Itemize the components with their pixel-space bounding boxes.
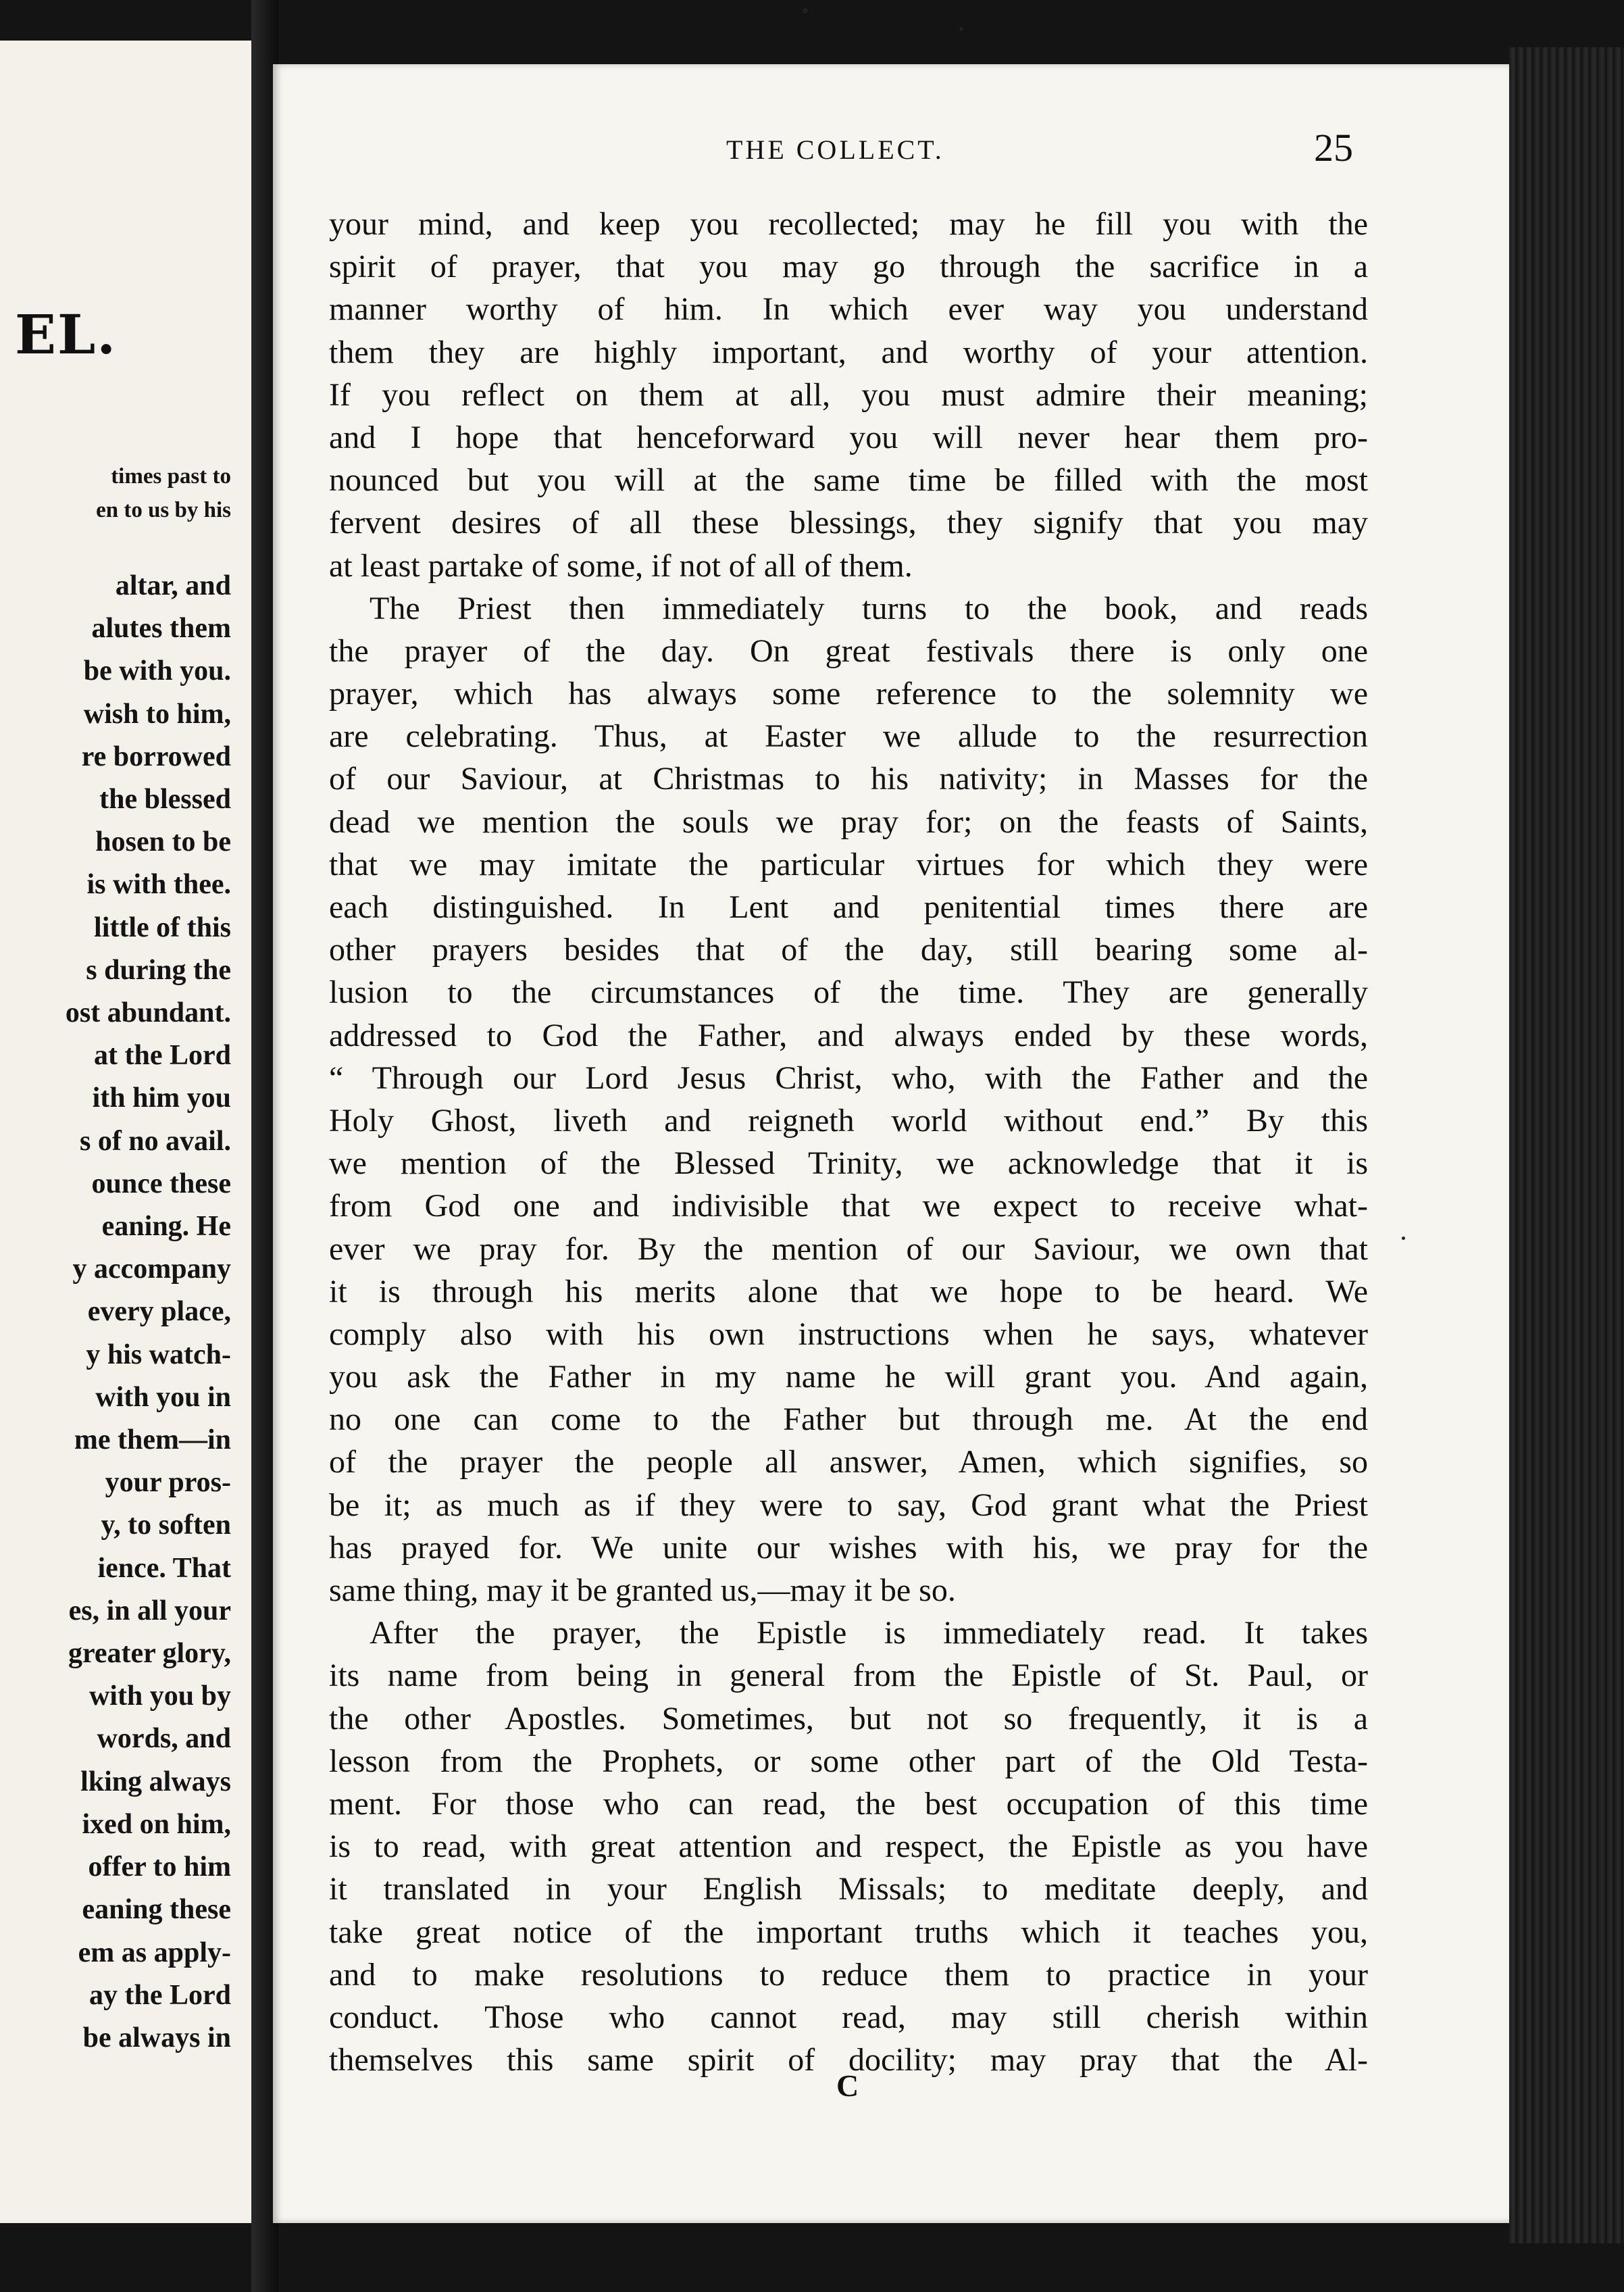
text-line: ever we pray for. By the mention of our Saviour, we own that [329,1230,1368,1267]
text-line: ment. For those who can read, the best occupation of this time [329,1785,1368,1822]
left-page-line: em as apply- [78,1937,231,1968]
left-page-line: y accompany [72,1253,231,1285]
left-page-line: y his watch- [86,1339,231,1370]
left-page-line: s of no avail. [79,1125,231,1157]
text-line: nounced but you will at the same time be filled with the most [329,462,1368,499]
text-line: The Priest then immediately turns to the book, and reads [370,590,1368,626]
page-number: 25 [1314,126,1353,170]
left-page-gap [0,527,231,565]
text-line: manner worthy of him. In which ever way you understand [329,291,1368,328]
left-page-line: ost abundant. [65,997,231,1029]
left-page-line: at the Lord [94,1040,231,1072]
text-line: from God one and indivisible that we expect to receive what- [329,1188,1368,1224]
body-text [329,203,1368,2081]
text-line: and to make resolutions to reduce them to practice in your [329,1956,1368,1993]
left-page-line: ay the Lord [89,1979,231,2011]
text-line: that we may imitate the particular virtues for which they were [329,846,1368,882]
text-line: themselves this same spirit of docility; may pray that the Al- [329,2042,1368,2078]
left-page-line: ixed on him, [82,1808,231,1840]
left-page-line: alutes them [91,613,231,645]
text-line: it translated in your English Missals; to meditate deeply, and [329,1871,1368,1908]
text-line: no one can come to the Father but through me. At the end [329,1401,1368,1438]
left-page-line: lking always [80,1766,231,1797]
left-facing-page [0,41,251,2223]
text-line: it is through his merits alone that we hope to be heard. We [329,1273,1368,1310]
left-page-line: offer to him [88,1851,231,1883]
text-line: the prayer of the day. On great festivals there is only one [329,632,1368,669]
left-page-line: altar, and [115,570,231,601]
left-page-line: ounce these [91,1168,231,1199]
text-line: comply also with his own instructions when he says, whatever [329,1316,1368,1352]
text-line: take great notice of the important truths which it teaches you, [329,1914,1368,1950]
left-page-line: your pros- [105,1467,231,1499]
text-line: of the prayer the people all answer, Amen, which signifies, so [329,1444,1368,1480]
left-page-line: hosen to be [95,826,231,858]
text-line: at least partake of some, if not of all of them. [329,547,913,584]
page-edges [1509,47,1624,2243]
text-line: After the prayer, the Epistle is immediately read. It takes [370,1615,1368,1651]
text-line: them they are highly important, and worthy of your attention. [329,334,1368,370]
text-line: dead we mention the souls we pray for; on the feasts of Saints, [329,803,1368,840]
text-line: its name from being in general from the Epistle of St. Paul, or [329,1658,1368,1694]
text-line: If you reflect on them at all, you must admire their meaning; [329,376,1368,413]
left-page-line: me them—in [74,1424,231,1456]
left-page-intro-line: en to us by his [96,498,231,522]
left-page-intro-line: times past to [111,464,231,489]
text-line: has prayed for. We unite our wishes with his, we pray for the [329,1529,1368,1566]
text-line: and I hope that henceforward you will never hear them pro- [329,419,1368,455]
left-page-line: be with you. [83,655,231,687]
text-line: we mention of the Blessed Trinity, we acknowledge that it is [329,1145,1368,1182]
left-page-line: greater glory, [68,1638,231,1670]
left-page-line: re borrowed [81,741,231,772]
text-line: Holy Ghost, liveth and reigneth world without end.” By this [329,1102,1368,1139]
left-page-line: y, to soften [101,1510,231,1541]
left-page-line: ience. That [97,1552,231,1584]
text-line: prayer, which has always some reference to the solemnity we [329,676,1368,712]
text-line: lesson from the Prophets, or some other part of the Old Testa- [329,1743,1368,1779]
text-line: you ask the Father in my name he will grant you. And again, [329,1359,1368,1395]
text-line: conduct. Those who cannot read, may still cherish within [329,1999,1368,2035]
left-page-line: eaning these [82,1894,231,1926]
left-page-line: eaning. He [101,1211,231,1243]
text-line: be it; as much as if they were to say, God grant what the Priest [329,1487,1368,1523]
text-line: other prayers besides that of the day, still bearing some al- [329,932,1368,968]
left-page-text [0,459,231,2060]
left-page-line: be always in [82,2022,231,2053]
text-line: are celebrating. Thus, at Easter we allude to the resurrection [329,718,1368,755]
running-head: THE COLLECT. [726,134,944,165]
left-page-line: every place, [87,1296,231,1328]
left-page-line: is with thee. [86,869,231,901]
text-line: same thing, may it be granted us,—may it be so. [329,1572,956,1608]
text-line: “ Through our Lord Jesus Christ, who, with the Father and the [329,1060,1368,1096]
text-line: the other Apostles. Sometimes, but not so frequently, it is a [329,1700,1368,1737]
text-line: addressed to God the Father, and always ended by these words, [329,1017,1368,1053]
ink-speck [959,27,963,31]
text-line: your mind, and keep you recollected; may he fill you with the [329,206,1368,242]
left-page-show-through [168,236,249,278]
text-line: lusion to the circumstances of the time. They are generally [329,974,1368,1011]
ink-speck [803,8,808,14]
left-page-line: wish to him, [83,698,231,730]
left-page-line: with you in [95,1381,231,1413]
left-page-line: with you by [88,1680,231,1712]
left-page-line: words, and [97,1723,231,1755]
left-page-line: little of this [94,912,231,943]
left-page-line: ith him you [92,1082,231,1114]
left-page-line: the blessed [99,784,231,816]
signature-mark: C [836,2068,859,2103]
left-page-line: es, in all your [68,1595,231,1626]
text-line: is to read, with great attention and respect, the Epistle as you have [329,1828,1368,1865]
text-line: of our Saviour, at Christmas to his nativity; in Masses for the [329,761,1368,797]
ink-speck [1402,1237,1405,1240]
left-page-line: s during the [86,954,231,986]
left-page-heading: EL. [15,303,118,366]
text-line: fervent desires of all these blessings, they signify that you may [329,505,1368,541]
text-line: each distinguished. In Lent and penitential times there are [329,889,1368,925]
text-line: spirit of prayer, that you may go through the sacrifice in a [329,249,1368,285]
